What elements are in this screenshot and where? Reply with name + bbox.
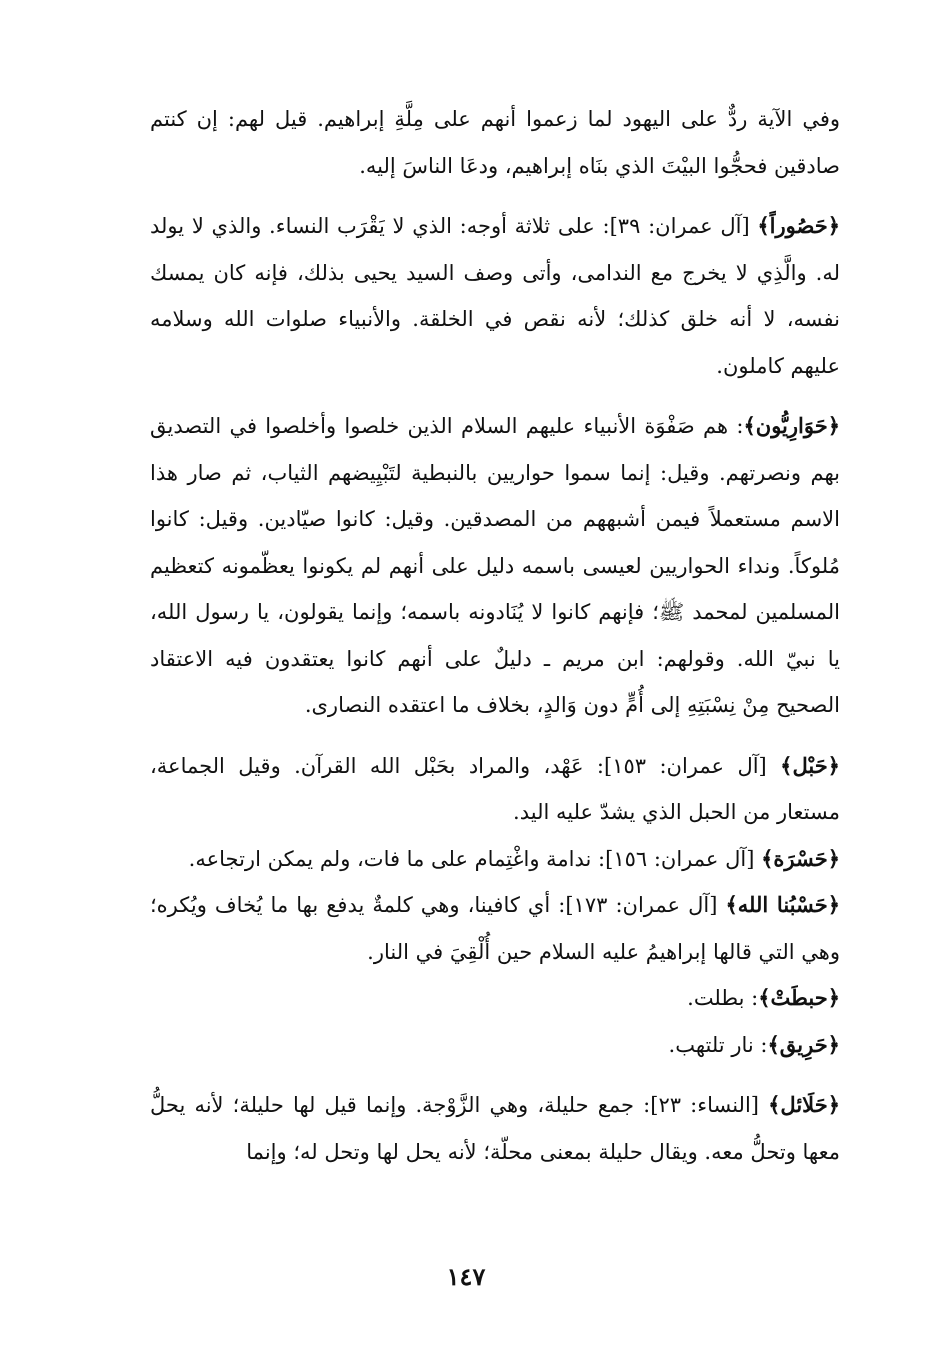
entry-term: ﴿حَسْرَة﴾ [761,845,840,871]
entry-term: ﴿حبطَتْ﴾ [758,985,840,1010]
entry-text: : نار تلتهب. [668,1032,768,1057]
entry-term: ﴿حَرِيق﴾ [767,1031,840,1057]
entry-hasuran [150,203,840,389]
entry-hasbuna-allah [150,882,840,975]
page-body [150,96,840,1175]
page-number: ١٤٧ [446,1262,486,1291]
entry-hasra [150,836,840,883]
entry-text: : بطلت. [687,986,759,1010]
entry-term: ﴿حَصُوراً﴾ [757,213,841,238]
entry-text: وفي الآية ردٌّ على اليهود لما زعموا أنهم على مِلَّةِ إبراهيم. قيل لهم: إن كنتم صادقين فحجُّوا البيْتَ الذي بنَاه إبراهيم، ودعَا الناسَ إليه. [150,107,840,178]
entry-text: [النساء: ٢٣]: جمع حليلة، وهي الزَّوْجة. وإنما قيل لها حليلة؛ لأنه يحلُّ معها وتحلُّ معه. ويقال حليلة بمعنى محلّة؛ لأنه يحل لها وتحل له؛ وإنما [150,1093,840,1164]
entry-hala-il [150,1082,840,1175]
entry-hawariyyun [150,403,840,729]
entry-term: ﴿حَلَائل﴾ [768,1092,840,1117]
entry-habitat [150,975,840,1022]
entry-text: [آل عمران: ٣٩]: على ثلاثة أوجه: الذي لا يَقْرَب النساء. والذي لا يولد له. والَّذِي لا يخرج مع الندامى، وأتى وصف السيد يحيى بذلك، فإنه كان يمسك نفسه، لا أنه خلق كذلك؛ لأنه نقص في الخلقة. والأنبياء صلوات الله وسلامه عليهم كاملون. [150,214,840,378]
entry-text: [آل عمران: ١٥٦]: ندامة واغْتِمام على ما فات، ولم يمكن ارتجاعه. [188,846,762,871]
entry-text: : هم صَفْوَة الأنبياء عليهم السلام الذين خلصوا وأخلصوا في التصديق بهم ونصرتهم. وقيل: إنما سموا حواريين بالنبطية لتَبْيِيضهم الثياب، ثم صار هذا الاسم مستعملاً فيمن أشبههم من المصدقين. وقيل: كانوا صيّادين. وقيل: كانوا مُلوكاً. ونداء الحواريين لعيسى باسمه دليل على أنهم لم يكونوا يعظّمونه كتعظيم المسلمين لمحمد ﷺ؛ فإنهم كانوا لا يُنَادونه باسمه؛ وإنما يقولون، يا رسول الله، يا نبيّ الله. وقولهم: ابن مريم ـ دليلٌ على أنهم كانوا يعتقدون فيه الاعتقاد الصحيح مِنْ نِسْبَتِهِ إلى أُمٍّ دون وَالدٍ، بخلاف ما اعتقده النصارى. [150,414,840,717]
entry-term: ﴿حَبْل﴾ [780,752,840,778]
entry-text: [آل عمران: ١٧٣]: أي كافينا، وهي كلمةٌ يدفع بها ما يُخاف ويُكره؛ وهي التي قالها إبراهيمُ عليه السلام حين أُلْقِيَ في النار. [150,893,840,964]
entry-hariq [150,1022,840,1069]
entry-term: ﴿حَسْبُنا الله﴾ [725,892,841,917]
paragraph-intro [150,96,840,189]
entry-habl [150,743,840,836]
entry-text: [آل عمران: ١٥٣]: عَهْد، والمراد بحَبْل الله القرآن. وقيل الجماعة، مستعار من الحبل الذي يشدّ عليه اليد. [150,753,840,824]
entry-term: ﴿حَوَارِيُّون﴾ [743,413,840,438]
